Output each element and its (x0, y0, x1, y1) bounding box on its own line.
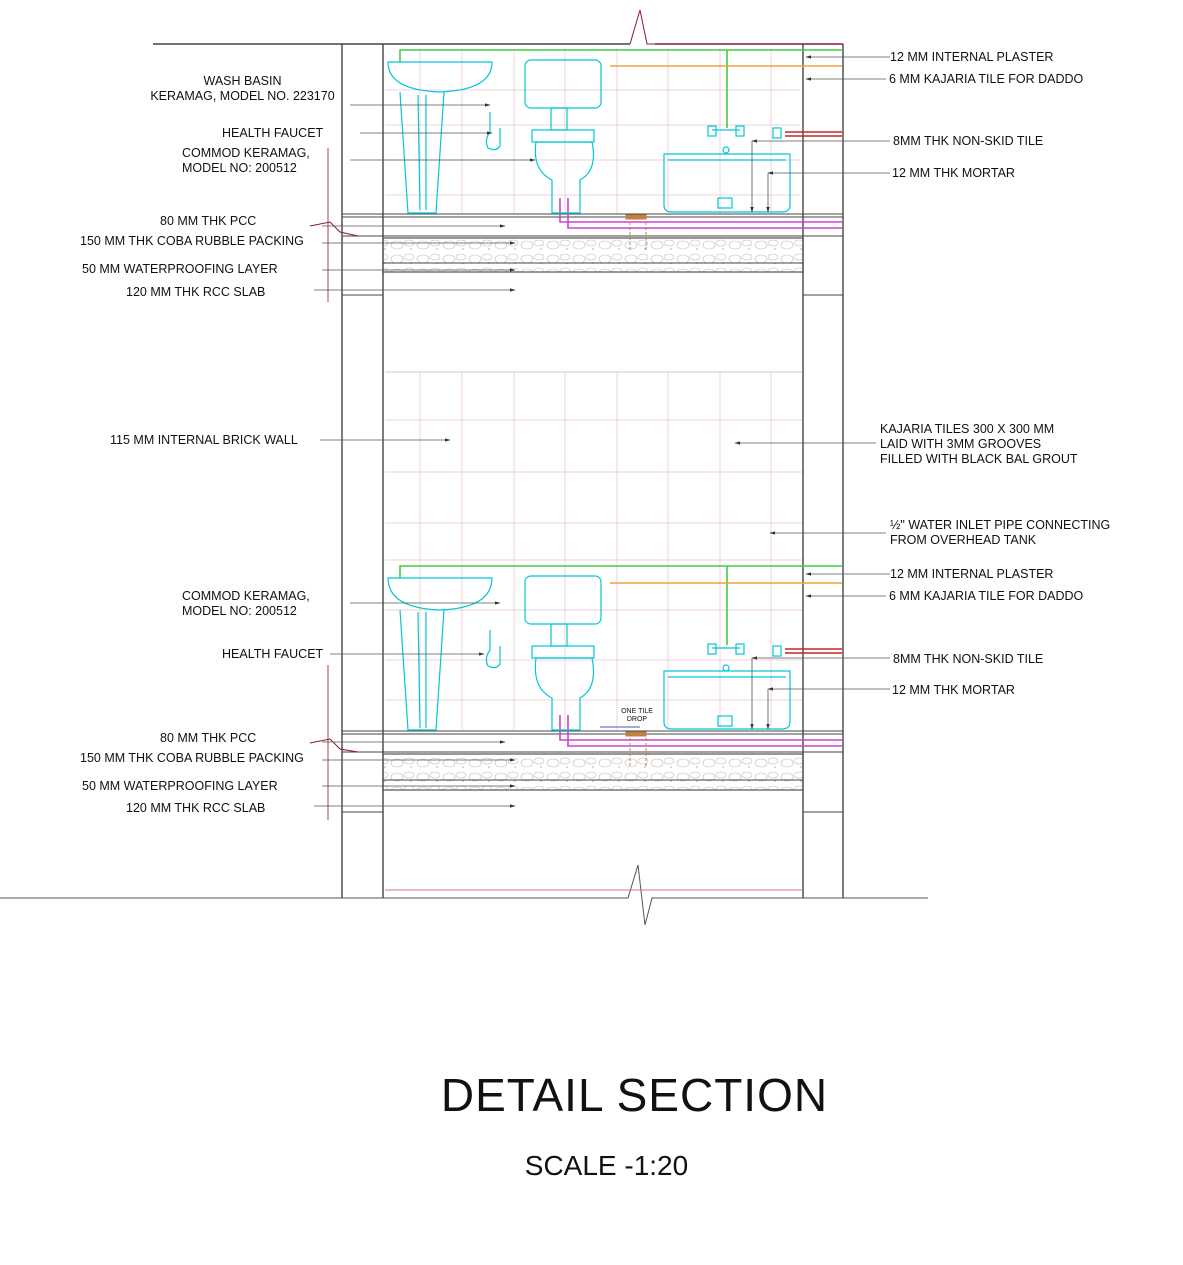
label-line: FROM OVERHEAD TANK (890, 533, 1037, 547)
label-nonskid-upper: 8MM THK NON-SKID TILE (893, 134, 1044, 148)
label-waterproofing-upper: 50 MM WATERPROOFING LAYER (82, 262, 278, 276)
fixtures-lower (388, 576, 790, 730)
label-daddo-upper: 6 MM KAJARIA TILE FOR DADDO (889, 72, 1084, 86)
drawing-title: DETAIL SECTION (440, 1069, 829, 1121)
bath-mixer-icon (708, 644, 744, 671)
commode-icon (532, 130, 594, 213)
fixtures-upper (388, 60, 790, 213)
bath-mixer-icon (708, 126, 744, 153)
label-line: COMMOD KERAMAG, (182, 589, 310, 603)
label-waterproofing-lower: 50 MM WATERPROOFING LAYER (82, 779, 278, 793)
label-line: COMMOD KERAMAG, (182, 146, 310, 160)
shower-valve-icon (773, 128, 781, 138)
label-line: ONE TILE (621, 708, 653, 715)
floor-slab-lower (342, 731, 843, 812)
label-daddo-lower: 6 MM KAJARIA TILE FOR DADDO (889, 589, 1084, 603)
label-line: LAID WITH 3MM GROOVES (880, 437, 1042, 451)
label-nonskid-lower: 8MM THK NON-SKID TILE (893, 652, 1044, 666)
label-line: DROP (626, 716, 648, 723)
label-water-inlet (890, 518, 1110, 548)
label-one-tile-drop (612, 708, 662, 724)
health-faucet-icon (486, 112, 500, 150)
label-mortar-upper: 12 MM THK MORTAR (892, 166, 1015, 180)
tile-grid-upper (385, 48, 800, 214)
label-commod-upper (182, 146, 310, 176)
label-line: ½" WATER INLET PIPE CONNECTING (890, 518, 1111, 532)
drawing-scale: SCALE -1:20 (524, 1150, 689, 1181)
label-plaster-lower: 12 MM INTERNAL PLASTER (890, 567, 1054, 581)
label-health-faucet-upper: HEALTH FAUCET (222, 126, 324, 140)
label-wash-basin (150, 74, 335, 104)
label-pcc-lower: 80 MM THK PCC (160, 731, 257, 745)
label-kajaria-tiles (880, 422, 1078, 467)
label-line: MODEL NO: 200512 (182, 161, 297, 175)
wash-basin-icon (388, 62, 492, 213)
leaders-right (735, 57, 890, 689)
shower-valve-icon (773, 646, 781, 656)
label-health-faucet-lower: HEALTH FAUCET (222, 647, 324, 661)
health-faucet-icon (486, 630, 500, 668)
leaders-left (314, 105, 535, 806)
floor-drains (600, 215, 646, 766)
label-line: WASH BASIN (203, 74, 282, 88)
commode-icon (532, 646, 594, 730)
label-line: KAJARIA TILES 300 X 300 MM (880, 422, 1055, 436)
label-pcc-upper: 80 MM THK PCC (160, 214, 257, 228)
label-commod-lower (182, 589, 310, 619)
label-rcc-lower: 120 MM THK RCC SLAB (126, 801, 266, 815)
cistern-icon (525, 60, 601, 130)
label-line: KERAMAG, MODEL NO. 223170 (150, 89, 335, 103)
label-coba-lower: 150 MM THK COBA RUBBLE PACKING (80, 751, 304, 765)
leader-drops-right (752, 141, 768, 729)
label-mortar-lower: 12 MM THK MORTAR (892, 683, 1015, 697)
label-line: FILLED WITH BLACK BAL GROUT (880, 452, 1078, 466)
label-rcc-upper: 120 MM THK RCC SLAB (126, 285, 266, 299)
cistern-icon (525, 576, 601, 646)
label-brick-wall: 115 MM INTERNAL BRICK WALL (110, 433, 298, 447)
label-plaster-upper: 12 MM INTERNAL PLASTER (890, 50, 1054, 64)
label-line: MODEL NO: 200512 (182, 604, 297, 618)
label-coba-upper: 150 MM THK COBA RUBBLE PACKING (80, 234, 304, 248)
pipes-upper (400, 50, 842, 228)
